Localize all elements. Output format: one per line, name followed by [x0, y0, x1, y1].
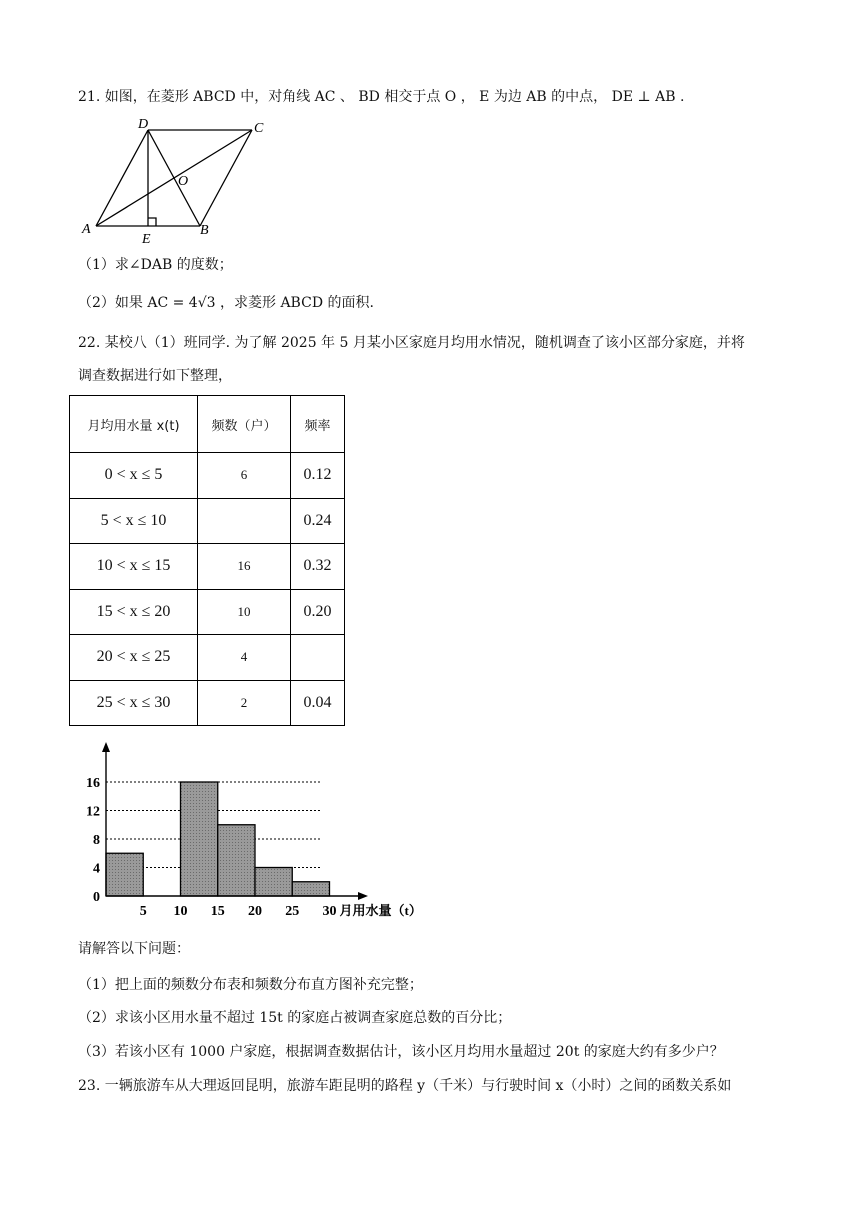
cell-rate: 0.24	[291, 498, 345, 544]
histogram-bar	[292, 882, 329, 896]
q21-sub2-text: （2）如果 AC = 4√3 ，求菱形 ABCD 的面积.	[78, 295, 374, 311]
header-rate: 频率	[291, 396, 345, 453]
y-tick-label: 0	[93, 890, 100, 905]
table-row	[70, 589, 345, 635]
cell-rate: 0.04	[291, 680, 345, 726]
q22-sub2-text: （2）求该小区用水量不超过 15t 的家庭占被调查家庭总数的百分比；	[78, 1010, 512, 1026]
x-tick-label: 15	[210, 904, 225, 919]
q22-sub1-text: （1）把上面的频数分布表和频数分布直方图补充完整；	[78, 977, 423, 993]
cell-range: 10 < x ≤ 15	[70, 544, 198, 590]
x-tick-label: 20	[248, 904, 262, 919]
q22-prompt-text: 请解答以下问题：	[78, 941, 190, 957]
cell-rate: 0.20	[291, 589, 345, 635]
side-bc	[200, 130, 252, 226]
cell-range: 0 < x ≤ 5	[70, 453, 198, 499]
y-tick-label: 12	[86, 804, 100, 820]
diagonal-bd	[148, 130, 200, 226]
q22-sub2	[78, 1009, 511, 1027]
cell-range: 15 < x ≤ 20	[70, 589, 198, 635]
cell-count: 16	[198, 544, 291, 590]
x-tick-label: 10	[173, 904, 188, 919]
cell-count: 10	[198, 589, 291, 635]
cell-range: 5 < x ≤ 10	[70, 498, 198, 544]
table-row	[70, 544, 345, 590]
cell-count: 2	[198, 680, 291, 726]
q22-intro1-text: 22. 某校八（1）班同学. 为了解 2025 年 5 月某小区家庭月均用水情况，随机调查了该小区部分家庭，并将	[78, 335, 745, 351]
histogram-bar	[181, 782, 218, 896]
q23-text: 23. 一辆旅游车从大理返回昆明，旅游车距昆明的路程 y（千米）与行驶时间 x（小时）之间的函数关系如	[78, 1078, 732, 1094]
cell-rate: 0.32	[291, 544, 345, 590]
x-tick-label: 25	[285, 904, 300, 919]
table-row	[70, 680, 345, 726]
label-c: C	[254, 121, 264, 136]
q22-intro2-text: 调查数据进行如下整理，	[78, 368, 232, 384]
table-row	[70, 498, 345, 544]
x-tick-label: 5	[139, 904, 147, 919]
cell-range: 20 < x ≤ 25	[70, 635, 198, 681]
label-a: A	[82, 222, 91, 237]
frequency-table	[69, 395, 345, 726]
y-tick-label: 16	[86, 776, 100, 791]
header-water-usage: 月均用水量 x(t)	[70, 396, 198, 453]
q22-prompt	[78, 940, 190, 958]
histogram-bar	[106, 853, 143, 896]
x-tick-label: 30	[322, 904, 337, 919]
q22-sub1	[78, 976, 423, 994]
right-angle-mark	[148, 218, 156, 226]
frequency-histogram	[70, 740, 430, 920]
cell-rate: 0.12	[291, 453, 345, 499]
cell-count: 4	[198, 635, 291, 681]
q21-text: 21. 如图，在菱形 ABCD 中，对角线 AC 、 BD 相交于点 O ， E 为边 AB 的中点， DE ⊥ AB .	[78, 89, 685, 105]
q22-intro2	[78, 367, 232, 385]
q22-intro1	[78, 334, 745, 352]
rhombus-figure	[78, 112, 278, 252]
label-d: D	[138, 117, 149, 132]
x-axis-arrow	[358, 892, 368, 900]
label-o: O	[178, 174, 189, 189]
y-tick-label: 8	[93, 833, 100, 848]
q21-line1	[78, 88, 684, 106]
table-header-row	[70, 396, 345, 453]
cell-count: 6	[198, 453, 291, 499]
cell-count	[198, 498, 291, 544]
y-tick-label: 4	[93, 861, 100, 877]
histogram-bar	[218, 825, 255, 896]
histogram-bar	[255, 868, 292, 897]
q21-sub1-text: （1）求∠DAB 的度数；	[78, 257, 233, 273]
side-da	[96, 130, 148, 226]
y-axis-arrow	[102, 742, 110, 752]
q21-sub1	[78, 256, 233, 274]
table-row	[70, 635, 345, 681]
label-e: E	[142, 232, 151, 247]
x-axis-label: 月用水量（t）	[339, 903, 422, 918]
q21-sub2	[78, 294, 374, 312]
q22-sub3-text: （3）若该小区有 1000 户家庭，根据调查数据估计，该小区月均用水量超过 20t 的家庭大约有多少户？	[78, 1044, 724, 1060]
cell-rate	[291, 635, 345, 681]
header-frequency: 频数（户）	[198, 396, 291, 453]
label-b: B	[200, 223, 209, 238]
q23-line1	[78, 1077, 731, 1095]
table-row	[70, 453, 345, 499]
q22-sub3	[78, 1043, 724, 1061]
cell-range: 25 < x ≤ 30	[70, 680, 198, 726]
